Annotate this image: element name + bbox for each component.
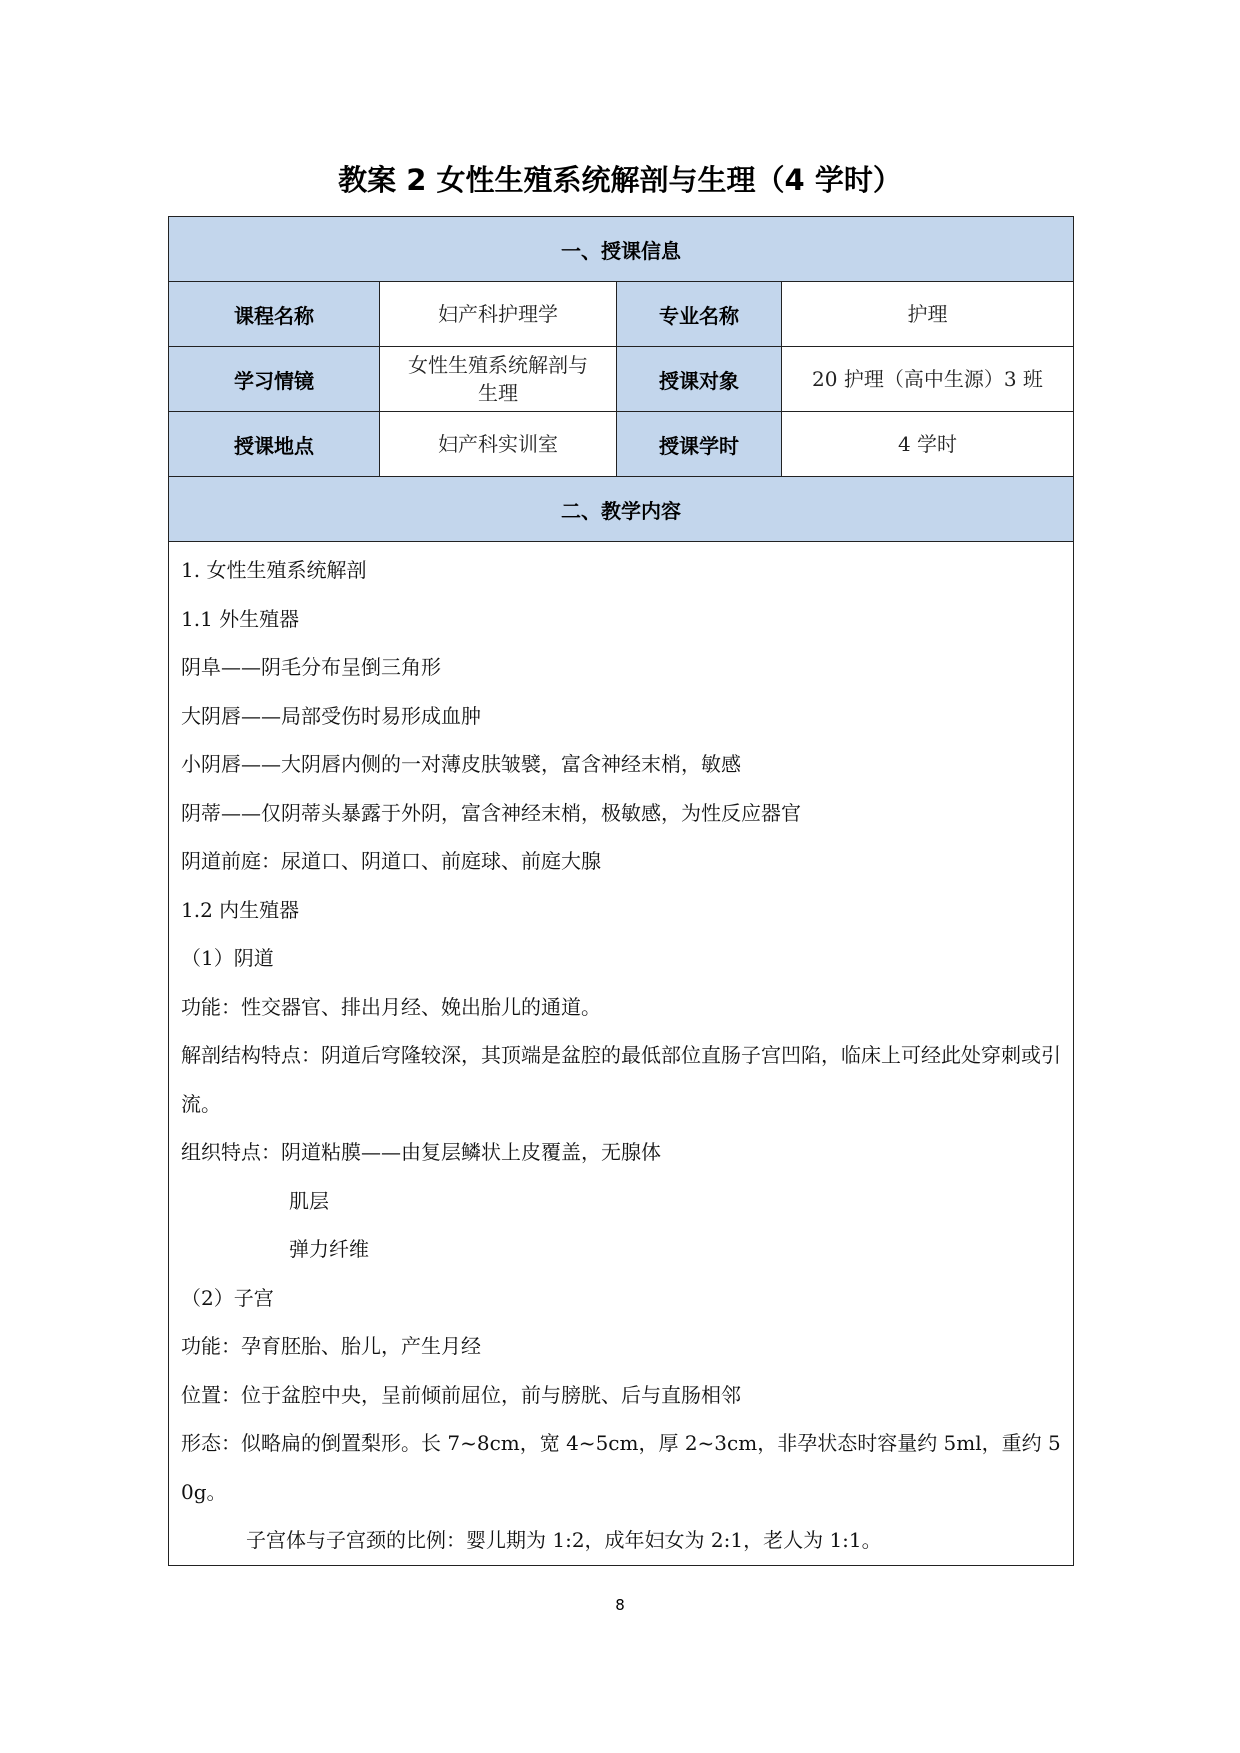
info-row xyxy=(169,282,1074,347)
info-row xyxy=(169,347,1074,412)
section-header-teaching-content: 二、教学内容 xyxy=(169,477,1074,542)
content-line: 大阴唇——局部受伤时易形成血肿 xyxy=(181,703,481,728)
content-line: 1.2 内生殖器 xyxy=(181,897,300,922)
content-line: 弹力纤维 xyxy=(289,1237,369,1261)
value-course-name-text: 妇产科护理学 xyxy=(438,302,558,326)
content-line: 子宫体与子宫颈的比例：婴儿期为 1:2，成年妇女为 2:1，老人为 1:1。 xyxy=(246,1528,882,1552)
value-learning-scenario-text: 女性生殖系统解剖与生理 xyxy=(408,353,588,405)
content-line: （1）阴道 xyxy=(181,946,274,970)
teaching-content xyxy=(169,542,1073,1565)
section-header-course-info: 一、授课信息 xyxy=(169,217,1074,282)
content-line: 1. 女性生殖系统解剖 xyxy=(181,558,367,582)
label-hours: 授课学时 xyxy=(617,412,782,477)
content-line: 功能：性交器官、排出月经、娩出胎儿的通道。 xyxy=(181,994,601,1019)
content-line: 肌层 xyxy=(289,1188,329,1213)
content-line: 阴蒂——仅阴蒂头暴露于外阴，富含神经末梢，极敏感，为性反应器官 xyxy=(181,800,801,825)
value-learning-scenario xyxy=(380,347,617,412)
page-title: 教案 2 女性生殖系统解剖与生理（4 学时） xyxy=(338,163,902,197)
value-hours: 4 学时 xyxy=(782,412,1074,477)
lesson-plan-table xyxy=(168,216,1074,1566)
label-course-name: 课程名称 xyxy=(169,282,380,347)
label-major-name: 专业名称 xyxy=(617,282,782,347)
content-line: 位置：位于盆腔中央，呈前倾前屈位，前与膀胱、后与直肠相邻 xyxy=(181,1382,741,1407)
label-audience: 授课对象 xyxy=(617,347,782,412)
content-line: 小阴唇——大阴唇内侧的一对薄皮肤皱襞，富含神经末梢，敏感 xyxy=(181,752,741,776)
content-line: 解剖结构特点：阴道后穹隆较深，其顶端是盆腔的最低部位直肠子宫凹陷，临床上可经此处穿刺或引流。 xyxy=(181,1043,1061,1116)
teaching-content-cell xyxy=(169,542,1074,1566)
value-audience: 20 护理（高中生源）3 班 xyxy=(782,347,1074,412)
label-learning-scenario: 学习情镜 xyxy=(169,347,380,412)
content-line: （2）子宫 xyxy=(181,1285,274,1310)
page-number: 8 xyxy=(615,1596,625,1614)
content-line: 1.1 外生殖器 xyxy=(181,606,300,631)
info-row xyxy=(169,412,1074,477)
label-location: 授课地点 xyxy=(169,412,380,477)
value-course-name xyxy=(380,282,617,347)
content-line: 阴阜——阴毛分布呈倒三角形 xyxy=(181,655,441,679)
value-major-name: 护理 xyxy=(782,282,1074,347)
content-line: 阴道前庭：尿道口、阴道口、前庭球、前庭大腺 xyxy=(181,849,601,873)
content-line: 功能：孕育胚胎、胎儿，产生月经 xyxy=(181,1334,481,1358)
content-line: 组织特点：阴道粘膜——由复层鳞状上皮覆盖，无腺体 xyxy=(181,1140,661,1164)
value-location xyxy=(380,412,617,477)
content-line: 形态：似略扁的倒置梨形。长 7~8cm，宽 4~5cm，厚 2~3cm，非孕状态时容量约 5ml，重约 50g。 xyxy=(181,1431,1061,1504)
value-location-text: 妇产科实训室 xyxy=(438,432,558,456)
